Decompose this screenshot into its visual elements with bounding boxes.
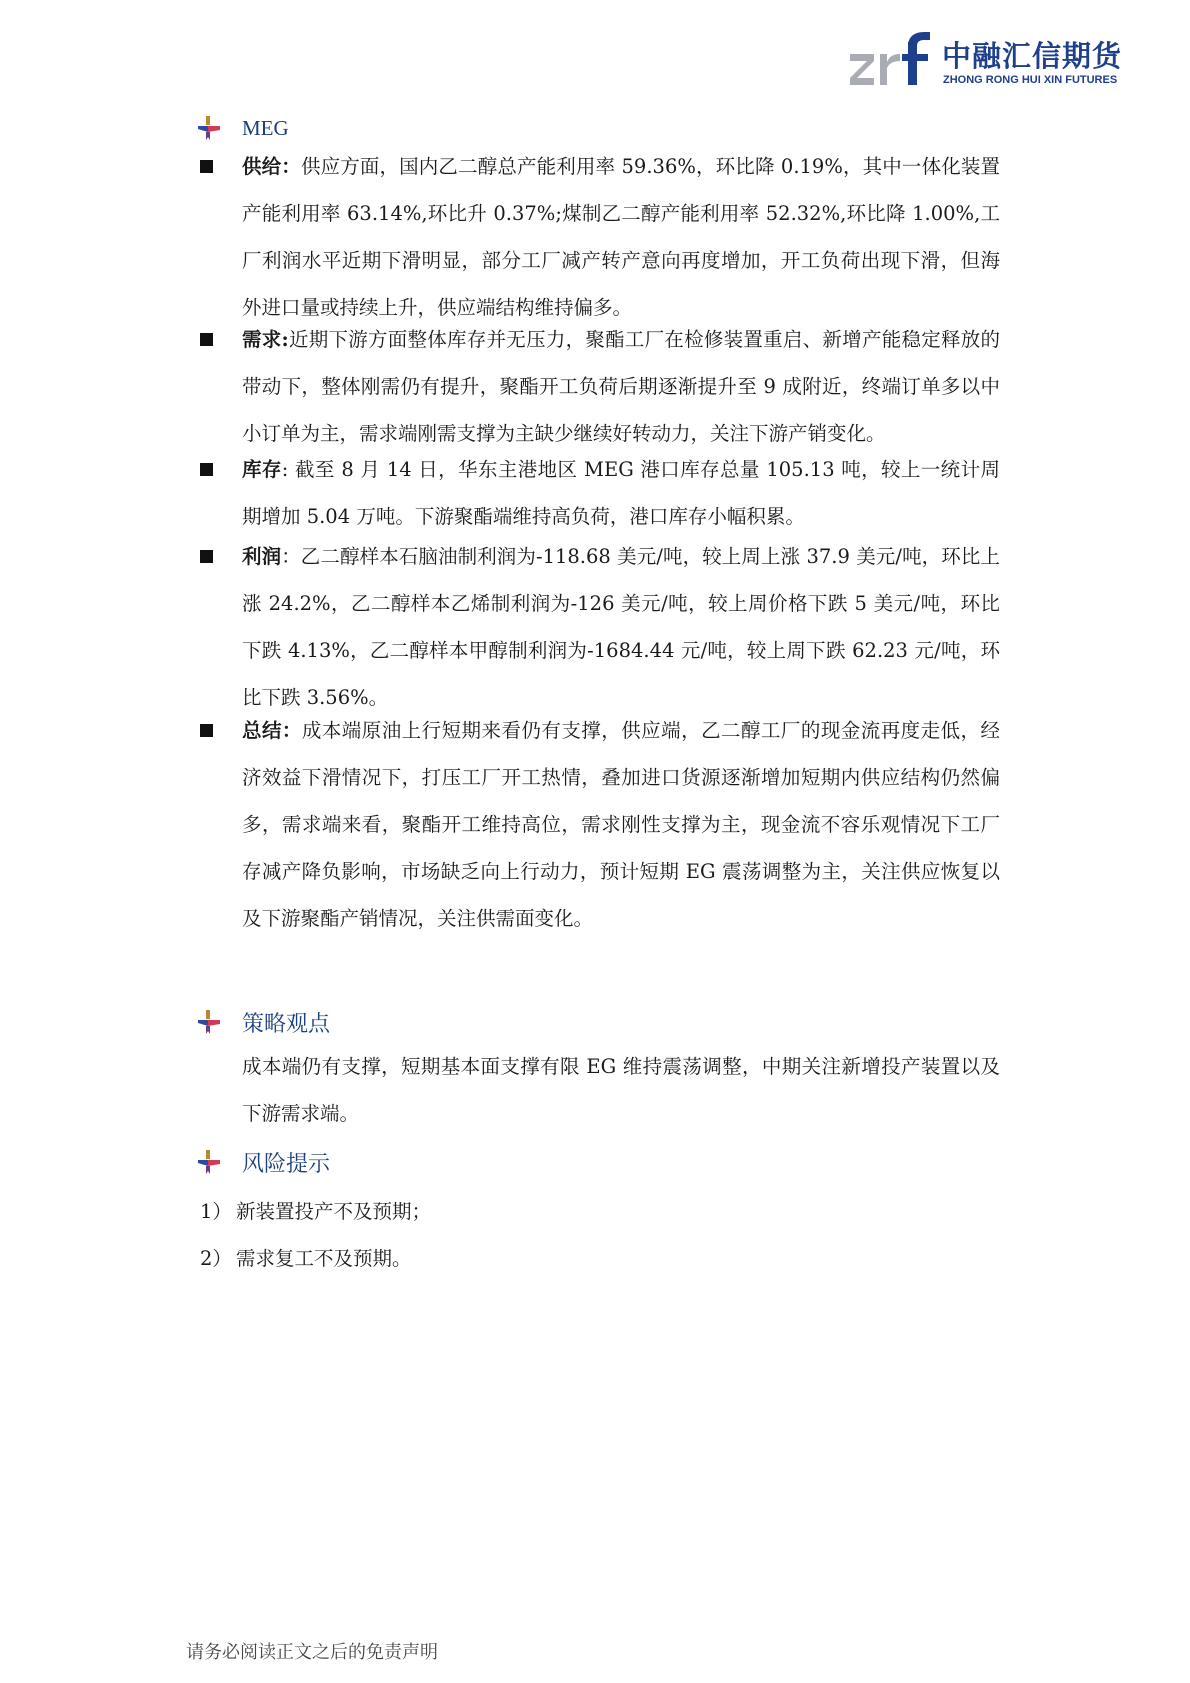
square-bullet-icon	[200, 550, 213, 563]
bullet-label: 需求:	[242, 328, 289, 351]
square-bullet-icon	[200, 463, 213, 476]
square-bullet-icon	[200, 160, 213, 173]
section-title: 风险提示	[242, 1151, 331, 1177]
bullet-demand	[200, 316, 1000, 457]
bullet-supply	[200, 143, 1000, 331]
arrow-bullet-icon	[198, 1010, 220, 1034]
bullet-label: 库存	[242, 458, 282, 481]
square-bullet-icon	[200, 724, 213, 737]
risk-item-text: 新装置投产不及预期；	[236, 1200, 432, 1223]
section-heading-meg	[198, 114, 289, 142]
arrow-bullet-icon	[198, 116, 220, 140]
section-title: MEG	[242, 115, 289, 140]
risk-item	[200, 1243, 412, 1271]
arrow-bullet-icon	[198, 1150, 220, 1174]
bullet-label: 利润	[242, 545, 282, 568]
risk-item-number: 2）	[200, 1247, 232, 1270]
risk-item-number: 1）	[200, 1200, 232, 1223]
bullet-summary	[200, 707, 1000, 942]
section-heading-risk	[198, 1148, 330, 1176]
zrf-logo-icon	[848, 30, 938, 92]
bullet-body: 供应方面，国内乙二醇总产能利用率 59.36%，环比降 0.19%，其中一体化装置产能利用率 63.14%,环比升 0.37%;煤制乙二醇产能利用率 52.32%,环比降 1.00%,工厂利润水平近期下滑明显，部分工厂减产转产意向再度增加，开工负荷出现下滑，但海外进口量或持续上升，供应端结构维持偏多。	[242, 155, 1000, 319]
bullet-label: 总结：	[242, 719, 302, 742]
bullet-inventory	[200, 446, 1000, 540]
disclaimer-footer: 请务必阅读正文之后的免责声明	[186, 1642, 438, 1663]
bullet-label: 供给：	[242, 155, 301, 178]
risk-item-text: 需求复工不及预期。	[236, 1247, 412, 1270]
section-title: 策略观点	[242, 1011, 331, 1037]
risk-item	[200, 1196, 431, 1224]
strategy-text: 成本端仍有支撑，短期基本面支撑有限 EG 维持震荡调整，中期关注新增投产装置以及下游需求端。	[242, 1055, 1000, 1125]
bullet-body: ：乙二醇样本石脑油制利润为-118.68 美元/吨，较上周上涨 37.9 美元/吨，环比上涨 24.2%，乙二醇样本乙烯制利润为-126 美元/吨，较上周价格下跌 5 美元/吨，环比下跌 4.13%，乙二醇样本甲醇制利润为-1684.44 元/吨，较上周下跌 62.23 元/吨，环比下跌 3.56%。	[242, 545, 1000, 709]
bullet-body: 近期下游方面整体库存并无压力，聚酯工厂在检修装置重启、新增产能稳定释放的带动下，整体刚需仍有提升，聚酯开工负荷后期逐渐提升至 9 成附近，终端订单多以中小订单为主，需求端刚需支撑为主缺少继续好转动力，关注下游产销变化。	[242, 328, 1000, 445]
logo-english-name: ZHONG RONG HUI XIN FUTURES	[943, 74, 1118, 86]
bullet-body: : 截至 8 月 14 日，华东主港地区 MEG 港口库存总量 105.13 吨，较上一统计周期增加 5.04 万吨。下游聚酯端维持高负荷，港口库存小幅积累。	[242, 458, 1000, 528]
bullet-profit	[200, 533, 1000, 721]
company-logo	[848, 30, 1123, 92]
logo-chinese-name: 中融汇信期货	[942, 39, 1123, 73]
square-bullet-icon	[200, 333, 213, 346]
section-heading-strategy	[198, 1008, 330, 1036]
bullet-body: 成本端原油上行短期来看仍有支撑，供应端，乙二醇工厂的现金流再度走低，经济效益下滑情况下，打压工厂开工热情，叠加进口货源逐渐增加短期内供应结构仍然偏多，需求端来看，聚酯开工维持高位，需求刚性支撑为主，现金流不容乐观情况下工厂存减产降负影响，市场缺乏向上行动力，预计短期 EG 震荡调整为主，关注供应恢复以及下游聚酯产销情况，关注供需面变化。	[242, 719, 1000, 930]
